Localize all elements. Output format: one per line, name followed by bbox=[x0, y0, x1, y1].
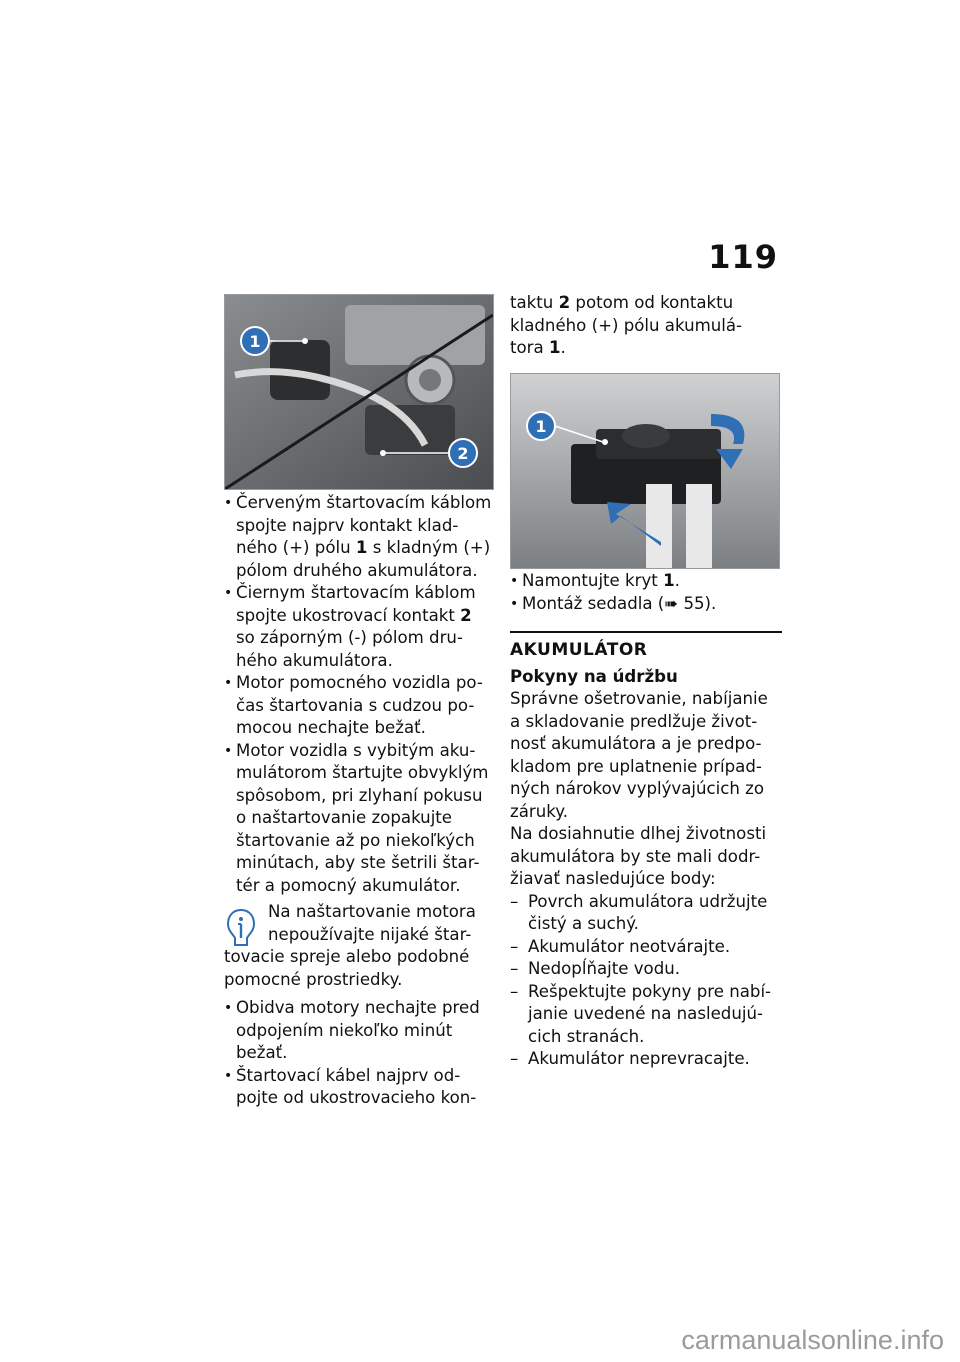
text-line: Akumulátor neotvárajte. bbox=[528, 936, 731, 956]
text-line: mocou nechajte bežať. bbox=[236, 718, 426, 737]
jump-start-steps bbox=[224, 492, 496, 897]
bullet-marker: • bbox=[224, 1000, 233, 1016]
dash-marker: – bbox=[510, 1049, 519, 1068]
bullet-item bbox=[224, 582, 496, 672]
info-note bbox=[224, 901, 496, 991]
text-line: kladom pre uplatnenie prípad- bbox=[510, 756, 762, 776]
text-line: minútach, aby ste šetrili štar- bbox=[236, 853, 480, 872]
text-line: Štartovací kábel najprv od- bbox=[236, 1065, 461, 1085]
dash-marker: – bbox=[510, 981, 519, 1001]
text-line: ných nárokov vyplývajúcich zo bbox=[510, 779, 765, 798]
dash-marker: – bbox=[510, 936, 519, 956]
text-line: janie uvedené na nasledujú- bbox=[528, 1004, 763, 1023]
text-line: Motor vozidla s vybitým aku- bbox=[236, 740, 476, 760]
text-line: spojte ukostrovací kontakt 2 bbox=[236, 605, 472, 625]
text-line: Rešpektujte pokyny pre nabí- bbox=[528, 981, 772, 1001]
bullet-marker: • bbox=[224, 495, 233, 511]
bullet-marker: • bbox=[510, 595, 519, 612]
callout-2: 2 bbox=[457, 444, 469, 463]
text-line: Červeným štartovacím káblom bbox=[236, 493, 492, 512]
text-line: cich stranách. bbox=[528, 1026, 645, 1046]
page-number: 119 bbox=[708, 238, 778, 276]
left-column bbox=[224, 492, 496, 1110]
bullet-item bbox=[224, 997, 496, 1065]
text-line: o naštartovanie zopakujte bbox=[236, 808, 453, 827]
watermark: carmanualsonline.info bbox=[681, 1325, 944, 1355]
callout-1: 1 bbox=[249, 332, 261, 351]
bullet-item bbox=[510, 593, 782, 616]
text-line: Motor pomocného vozidla po- bbox=[236, 673, 483, 692]
continued-text bbox=[510, 292, 782, 360]
jump-start-photo bbox=[224, 294, 494, 490]
text-line: žiavať nasledujúce body: bbox=[510, 869, 716, 888]
text-line: Akumulátor neprevracajte. bbox=[528, 1049, 750, 1068]
maintenance-paragraph-2 bbox=[510, 823, 782, 891]
text-line: Povrch akumulátora udržujte bbox=[528, 891, 768, 911]
text-line: štartovanie až po niekoľkých bbox=[236, 830, 475, 850]
text-line: Obidva motory nechajte pred bbox=[236, 998, 480, 1017]
text-line: záruky. bbox=[510, 801, 568, 821]
text-line: Nedopĺňajte vodu. bbox=[528, 959, 681, 978]
text-line: taktu 2 potom od kontaktu bbox=[510, 293, 734, 312]
bullet-item bbox=[510, 570, 782, 593]
note-line: tovacie spreje alebo podobné bbox=[224, 947, 470, 966]
battery-cover-photo bbox=[510, 373, 780, 569]
maintenance-list bbox=[510, 891, 782, 1071]
maintenance-paragraph-1 bbox=[510, 688, 782, 823]
text-line: spojte najprv kontakt klad- bbox=[236, 515, 459, 535]
dash-item bbox=[510, 936, 782, 959]
info-icon bbox=[226, 907, 256, 949]
dash-item bbox=[510, 981, 782, 1049]
text-line: tora 1. bbox=[510, 338, 566, 357]
bullet-item bbox=[224, 492, 496, 582]
bullet-item bbox=[224, 740, 496, 898]
text-line: kladného (+) pólu akumulá- bbox=[510, 315, 743, 335]
right-column-lower bbox=[510, 570, 782, 1071]
disconnect-steps bbox=[224, 997, 496, 1110]
text-line: so záporným (-) pólom dru- bbox=[236, 628, 463, 647]
dash-item bbox=[510, 891, 782, 936]
callout-1: 1 bbox=[535, 417, 547, 436]
bullet-item bbox=[224, 1065, 496, 1110]
text-line: nosť akumulátora a je predpo- bbox=[510, 734, 762, 753]
bullet-item bbox=[224, 672, 496, 740]
text-line: Na dosiahnutie dlhej životnosti bbox=[510, 824, 767, 843]
bullet-marker: • bbox=[510, 573, 519, 589]
dash-item bbox=[510, 958, 782, 981]
text-line: akumulátora by ste mali dodr- bbox=[510, 846, 761, 866]
text-line: odpojením niekoľko minút bbox=[236, 1020, 453, 1040]
text-line: a skladovanie predlžuje život- bbox=[510, 711, 758, 731]
text-line: ného (+) pólu 1 s kladným (+) bbox=[236, 538, 491, 557]
text-line: Správne ošetrovanie, nabíjanie bbox=[510, 689, 768, 708]
note-line: Na naštartovanie motora bbox=[268, 902, 476, 921]
dash-marker: – bbox=[510, 959, 519, 978]
text-line: Namontujte kryt 1. bbox=[522, 571, 680, 590]
install-steps bbox=[510, 570, 782, 615]
note-line: nepoužívajte nijaké štar- bbox=[268, 924, 472, 944]
bullet-marker: • bbox=[224, 742, 233, 759]
note-line: pomocné prostriedky. bbox=[224, 969, 403, 989]
bullet-marker: • bbox=[224, 1067, 233, 1084]
text-line: spôsobom, pri zlyhaní pokusu bbox=[236, 785, 483, 805]
text-line: Čiernym štartovacím káblom bbox=[236, 583, 476, 602]
text-line: Montáž sedadla (➠ 55). bbox=[522, 593, 717, 613]
dash-marker: – bbox=[510, 891, 519, 911]
bullet-marker: • bbox=[224, 675, 233, 691]
text-line: hého akumulátora. bbox=[236, 650, 393, 670]
text-line: pojte od ukostrovacieho kon- bbox=[236, 1088, 477, 1107]
section-divider bbox=[510, 631, 782, 633]
subsection-title: Pokyny na údržbu bbox=[510, 666, 678, 686]
text-line: pólom druhého akumulátora. bbox=[236, 560, 478, 580]
dash-item bbox=[510, 1048, 782, 1071]
text-line: mulátorom štartujte obvyklým bbox=[236, 763, 489, 782]
text-line: tér a pomocný akumulátor. bbox=[236, 875, 461, 895]
right-column bbox=[510, 292, 782, 360]
bullet-marker: • bbox=[224, 585, 233, 601]
text-line: bežať. bbox=[236, 1043, 288, 1062]
text-line: čas štartovania s cudzou po- bbox=[236, 695, 475, 715]
text-line: čistý a suchý. bbox=[528, 914, 639, 933]
section-title: AKUMULÁTOR bbox=[510, 640, 648, 660]
